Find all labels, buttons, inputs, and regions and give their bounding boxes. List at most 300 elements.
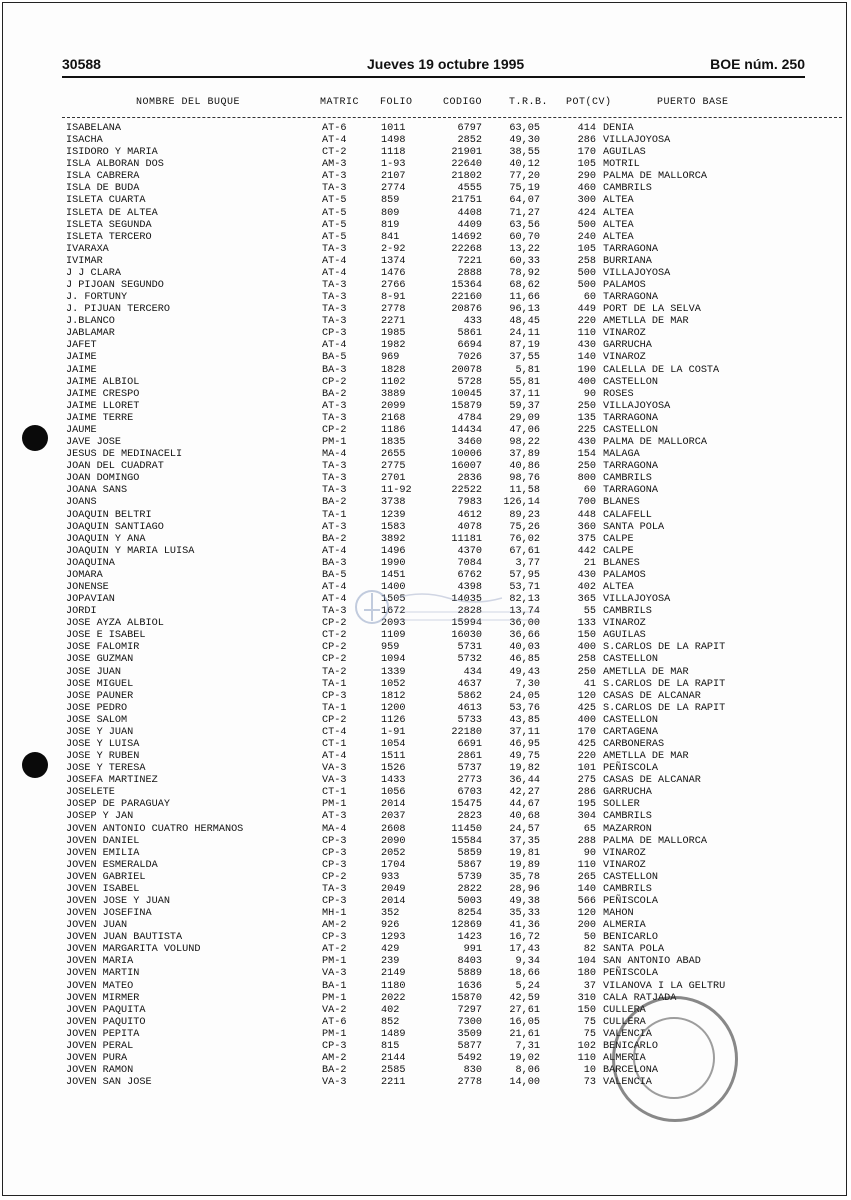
pot-cell: 290 <box>577 171 596 183</box>
vessel-name-cell: JESUS DE MEDINACELI <box>66 449 183 461</box>
codigo-cell: 5733 <box>457 714 482 726</box>
pot-cell: 258 <box>577 255 596 267</box>
matric-cell: AT-3 <box>322 400 347 412</box>
table-row <box>0 328 851 340</box>
pot-cell: 400 <box>577 714 596 726</box>
folio-cell: 2585 <box>381 1065 406 1077</box>
vessel-name-cell: ISLETA SEGUNDA <box>66 219 152 231</box>
folio-cell: 2271 <box>381 316 406 328</box>
puerto-base-cell: CAMBRILS <box>603 473 652 485</box>
codigo-cell: 4398 <box>457 581 482 593</box>
matric-cell: AT-5 <box>322 219 347 231</box>
puerto-base-cell: CASTELLON <box>603 714 659 726</box>
column-headers <box>0 97 851 111</box>
matric-cell: CP-2 <box>322 654 347 666</box>
codigo-cell: 14035 <box>451 594 482 606</box>
vessel-name-cell: JOVEN RAMON <box>66 1065 134 1077</box>
matric-cell: CP-3 <box>322 896 347 907</box>
folio-cell: 969 <box>381 352 400 364</box>
puerto-base-cell: AGUILAS <box>603 630 646 642</box>
matric-cell: AT-5 <box>322 231 347 243</box>
puerto-base-cell: MOTRIL <box>603 159 640 171</box>
folio-cell: 1583 <box>381 521 406 533</box>
codigo-cell: 4370 <box>457 545 482 557</box>
col-folio-header: FOLIO <box>380 97 413 108</box>
pot-cell: 275 <box>577 775 596 787</box>
vessel-name-cell: JOVEN SAN JOSE <box>66 1077 152 1089</box>
pot-cell: 10 <box>583 1065 596 1077</box>
folio-cell: 1433 <box>381 775 406 787</box>
vessel-name-cell: JOVEN JUAN <box>66 920 128 932</box>
puerto-base-cell: ROSES <box>603 388 634 400</box>
table-row <box>0 292 851 304</box>
trb-cell: 77,20 <box>509 171 540 183</box>
vessel-name-cell: JOVEN EMILIA <box>66 847 140 859</box>
folio-cell: 1052 <box>381 678 406 690</box>
folio-cell: 1293 <box>381 932 406 944</box>
pot-cell: 50 <box>583 932 596 944</box>
vessel-name-cell: ISABELANA <box>66 123 122 134</box>
matric-cell: BA-1 <box>322 980 347 992</box>
pot-cell: 170 <box>577 726 596 738</box>
folio-cell: 1451 <box>381 569 406 581</box>
puerto-base-cell: SANTA POLA <box>603 944 665 956</box>
vessel-name-cell: IVIMAR <box>66 255 103 267</box>
vessel-name-cell: J J CLARA <box>66 267 122 279</box>
puerto-base-cell: CALPE <box>603 533 634 545</box>
trb-cell: 40,68 <box>509 811 540 823</box>
trb-cell: 37,35 <box>509 835 540 847</box>
codigo-cell: 5889 <box>457 968 482 980</box>
pot-cell: 110 <box>577 1053 596 1065</box>
table-row <box>0 135 851 147</box>
puerto-base-cell: VINAROZ <box>603 859 646 871</box>
codigo-cell: 4409 <box>457 219 482 231</box>
codigo-cell: 20876 <box>451 304 482 316</box>
table-row <box>0 787 851 799</box>
matric-cell: AT-2 <box>322 944 347 956</box>
trb-cell: 19,02 <box>509 1053 540 1065</box>
table-row <box>0 147 851 159</box>
matric-cell: PM-1 <box>322 992 347 1004</box>
puerto-base-cell: TARRAGONA <box>603 412 659 424</box>
table-row <box>0 884 851 896</box>
trb-cell: 44,67 <box>509 799 540 811</box>
vessel-name-cell: JOVEN DANIEL <box>66 835 140 847</box>
matric-cell: VA-3 <box>322 775 347 787</box>
codigo-cell: 15584 <box>451 835 482 847</box>
puerto-base-cell: ALTEA <box>603 231 634 243</box>
codigo-cell: 12869 <box>451 920 482 932</box>
trb-cell: 46,95 <box>509 738 540 750</box>
codigo-cell: 16007 <box>451 461 482 473</box>
pot-cell: 500 <box>577 280 596 292</box>
table-row <box>0 993 851 1005</box>
matric-cell: CT-4 <box>322 726 347 738</box>
trb-cell: 36,44 <box>509 775 540 787</box>
pot-cell: 240 <box>577 231 596 243</box>
folio-cell: 852 <box>381 1016 400 1028</box>
trb-cell: 96,13 <box>509 304 540 316</box>
table-row <box>0 377 851 389</box>
matric-cell: BA-2 <box>322 497 347 509</box>
puerto-base-cell: PALAMOS <box>603 569 646 581</box>
folio-cell: 1109 <box>381 630 406 642</box>
table-row <box>0 401 851 413</box>
matric-cell: BA-5 <box>322 569 347 581</box>
vessel-name-cell: JOSE E ISABEL <box>66 630 146 642</box>
header-dashed-rule <box>62 117 842 118</box>
pot-cell: 300 <box>577 195 596 207</box>
vessel-name-cell: ISIDORO Y MARIA <box>66 147 158 159</box>
folio-cell: 1011 <box>381 123 406 134</box>
pot-cell: 250 <box>577 461 596 473</box>
page-header <box>0 52 851 76</box>
vessel-name-cell: JOSEFA MARTINEZ <box>66 775 158 787</box>
pot-cell: 220 <box>577 751 596 763</box>
codigo-cell: 21802 <box>451 171 482 183</box>
trb-cell: 60,70 <box>509 231 540 243</box>
matric-cell: CP-2 <box>322 376 347 388</box>
puerto-base-cell: VINAROZ <box>603 847 646 859</box>
codigo-cell: 2861 <box>457 751 482 763</box>
folio-cell: 2107 <box>381 171 406 183</box>
puerto-base-cell: VINAROZ <box>603 328 646 340</box>
folio-cell: 809 <box>381 207 400 219</box>
codigo-cell: 11450 <box>451 823 482 835</box>
codigo-cell: 6703 <box>457 787 482 799</box>
trb-cell: 75,26 <box>509 521 540 533</box>
puerto-base-cell: CARTAGENA <box>603 726 659 738</box>
pot-cell: 105 <box>577 159 596 171</box>
trb-cell: 38,55 <box>509 147 540 159</box>
folio-cell: 1126 <box>381 714 406 726</box>
matric-cell: TA-3 <box>322 606 347 618</box>
puerto-base-cell: PEÑISCOLA <box>603 968 659 980</box>
trb-cell: 46,85 <box>509 654 540 666</box>
vessel-name-cell: JOVEN PERAL <box>66 1040 134 1052</box>
codigo-cell: 4078 <box>457 521 482 533</box>
matric-cell: CP-3 <box>322 847 347 859</box>
codigo-cell: 10045 <box>451 388 482 400</box>
puerto-base-cell: CASTELLON <box>603 871 659 883</box>
table-row <box>0 932 851 944</box>
puerto-base-cell: MALAGA <box>603 449 640 461</box>
trb-cell: 78,92 <box>509 267 540 279</box>
codigo-cell: 22180 <box>451 726 482 738</box>
vessel-name-cell: JOVEN PURA <box>66 1053 128 1065</box>
puerto-base-cell: CALAFELL <box>603 509 652 521</box>
puerto-base-cell: CALA RATJADA <box>603 992 677 1004</box>
pot-cell: 41 <box>583 678 596 690</box>
pot-cell: 449 <box>577 304 596 316</box>
trb-cell: 68,62 <box>509 280 540 292</box>
table-row <box>0 860 851 872</box>
pot-cell: 360 <box>577 521 596 533</box>
codigo-cell: 8254 <box>457 908 482 920</box>
vessel-name-cell: JOVEN JOSEFINA <box>66 908 152 920</box>
folio-cell: 1180 <box>381 980 406 992</box>
vessel-name-cell: JOANA SANS <box>66 485 128 497</box>
vessel-name-cell: JOVEN ESMERALDA <box>66 859 158 871</box>
table-row <box>0 232 851 244</box>
vessel-name-cell: JOMARA <box>66 569 103 581</box>
trb-cell: 16,72 <box>509 932 540 944</box>
pot-cell: 73 <box>583 1077 596 1089</box>
folio-cell: 2774 <box>381 183 406 195</box>
matric-cell: TA-2 <box>322 666 347 678</box>
pot-cell: 82 <box>583 944 596 956</box>
table-row <box>0 691 851 703</box>
pot-cell: 425 <box>577 738 596 750</box>
folio-cell: 1511 <box>381 751 406 763</box>
vessel-name-cell: JOVEN MARIA <box>66 956 134 968</box>
pot-cell: 402 <box>577 581 596 593</box>
table-row <box>0 244 851 256</box>
vessel-name-cell: J. FORTUNY <box>66 292 128 304</box>
table-row <box>0 558 851 570</box>
pot-cell: 425 <box>577 702 596 714</box>
table-row <box>0 824 851 836</box>
folio-cell: 429 <box>381 944 400 956</box>
folio-cell: 1505 <box>381 594 406 606</box>
table-row <box>0 775 851 787</box>
puerto-base-cell: PALMA DE MALLORCA <box>603 835 707 847</box>
vessel-name-cell: JAVE JOSE <box>66 437 122 449</box>
table-row <box>0 365 851 377</box>
vessel-name-cell: JORDI <box>66 606 97 618</box>
table-row <box>0 159 851 171</box>
vessel-name-cell: JOAN DOMINGO <box>66 473 140 485</box>
vessel-name-cell: JOANS <box>66 497 97 509</box>
trb-cell: 24,11 <box>509 328 540 340</box>
pot-cell: 65 <box>583 823 596 835</box>
codigo-cell: 11181 <box>451 533 482 545</box>
vessel-name-cell: ISLETA DE ALTEA <box>66 207 158 219</box>
table-row <box>0 280 851 292</box>
puerto-base-cell: AMETLLA DE MAR <box>603 666 689 678</box>
folio-cell: 1-93 <box>381 159 406 171</box>
folio-cell: 2149 <box>381 968 406 980</box>
trb-cell: 87,19 <box>509 340 540 352</box>
table-row <box>0 208 851 220</box>
codigo-cell: 1423 <box>457 932 482 944</box>
vessel-name-cell: JAUME <box>66 424 97 436</box>
table-row <box>0 1005 851 1017</box>
matric-cell: AT-5 <box>322 207 347 219</box>
trb-cell: 5,24 <box>515 980 540 992</box>
pot-cell: 700 <box>577 497 596 509</box>
table-row <box>0 763 851 775</box>
pot-cell: 37 <box>583 980 596 992</box>
pot-cell: 414 <box>577 123 596 134</box>
trb-cell: 37,89 <box>509 449 540 461</box>
matric-cell: TA-1 <box>322 702 347 714</box>
codigo-cell: 20078 <box>451 364 482 376</box>
pot-cell: 195 <box>577 799 596 811</box>
pot-cell: 110 <box>577 859 596 871</box>
trb-cell: 24,57 <box>509 823 540 835</box>
table-row <box>0 485 851 497</box>
codigo-cell: 433 <box>463 316 482 328</box>
codigo-cell: 2852 <box>457 135 482 147</box>
table-row <box>0 715 851 727</box>
folio-cell: 1239 <box>381 509 406 521</box>
folio-cell: 1704 <box>381 859 406 871</box>
codigo-cell: 2836 <box>457 473 482 485</box>
folio-cell: 859 <box>381 195 400 207</box>
table-row <box>0 896 851 908</box>
matric-cell: CP-3 <box>322 690 347 702</box>
pot-cell: 170 <box>577 147 596 159</box>
puerto-base-cell: CAMBRILS <box>603 606 652 618</box>
table-row <box>0 449 851 461</box>
trb-cell: 49,75 <box>509 751 540 763</box>
puerto-base-cell: CASTELLON <box>603 654 659 666</box>
matric-cell: MA-4 <box>322 449 347 461</box>
pot-cell: 150 <box>577 1004 596 1016</box>
matric-cell: CP-3 <box>322 1040 347 1052</box>
folio-cell: 2608 <box>381 823 406 835</box>
matric-cell: TA-3 <box>322 183 347 195</box>
codigo-cell: 5731 <box>457 642 482 654</box>
matric-cell: AT-3 <box>322 521 347 533</box>
matric-cell: BA-3 <box>322 557 347 569</box>
trb-cell: 27,61 <box>509 1004 540 1016</box>
matric-cell: CP-3 <box>322 835 347 847</box>
matric-cell: AT-4 <box>322 135 347 147</box>
pot-cell: 310 <box>577 992 596 1004</box>
pot-cell: 500 <box>577 219 596 231</box>
trb-cell: 126,14 <box>503 497 540 509</box>
folio-cell: 2-92 <box>381 243 406 255</box>
pot-cell: 60 <box>583 485 596 497</box>
trb-cell: 41,36 <box>509 920 540 932</box>
codigo-cell: 2823 <box>457 811 482 823</box>
matric-cell: PM-1 <box>322 1028 347 1040</box>
vessel-name-cell: JOSE Y LUISA <box>66 738 140 750</box>
stamp-icon <box>612 996 738 1122</box>
puerto-base-cell: PALMA DE MALLORCA <box>603 437 707 449</box>
trb-cell: 76,02 <box>509 533 540 545</box>
table-row <box>0 352 851 364</box>
table-row <box>0 268 851 280</box>
pot-cell: 135 <box>577 412 596 424</box>
puerto-base-cell: CALELLA DE LA COSTA <box>603 364 720 376</box>
matric-cell: TA-3 <box>322 280 347 292</box>
codigo-cell: 7983 <box>457 497 482 509</box>
matric-cell: AT-6 <box>322 123 347 134</box>
trb-cell: 8,06 <box>515 1065 540 1077</box>
matric-cell: TA-1 <box>322 509 347 521</box>
table-row <box>0 510 851 522</box>
trb-cell: 24,05 <box>509 690 540 702</box>
puerto-base-cell: CAMBRILS <box>603 883 652 895</box>
matric-cell: BA-2 <box>322 1065 347 1077</box>
codigo-cell: 15879 <box>451 400 482 412</box>
vessel-name-cell: JABLAMAR <box>66 328 115 340</box>
trb-cell: 37,11 <box>509 726 540 738</box>
table-row <box>0 425 851 437</box>
trb-cell: 29,09 <box>509 412 540 424</box>
trb-cell: 14,00 <box>509 1077 540 1089</box>
codigo-cell: 14692 <box>451 231 482 243</box>
table-row <box>0 727 851 739</box>
vessel-name-cell: J.BLANCO <box>66 316 115 328</box>
folio-cell: 1056 <box>381 787 406 799</box>
vessel-name-cell: JOAQUINA <box>66 557 115 569</box>
puerto-base-cell: VALENCIA <box>603 1028 652 1040</box>
pot-cell: 286 <box>577 135 596 147</box>
pot-cell: 225 <box>577 424 596 436</box>
trb-cell: 71,27 <box>509 207 540 219</box>
table-row <box>0 848 851 860</box>
folio-cell: 11-92 <box>381 485 412 497</box>
folio-cell: 402 <box>381 1004 400 1016</box>
trb-cell: 37,11 <box>509 388 540 400</box>
vessel-name-cell: JOSE PEDRO <box>66 702 128 714</box>
codigo-cell: 15994 <box>451 618 482 630</box>
vessel-name-cell: J. PIJUAN TERCERO <box>66 304 170 316</box>
table-row <box>0 473 851 485</box>
trb-cell: 60,33 <box>509 255 540 267</box>
folio-cell: 2701 <box>381 473 406 485</box>
table-row <box>0 304 851 316</box>
codigo-cell: 10006 <box>451 449 482 461</box>
matric-cell: CP-2 <box>322 714 347 726</box>
matric-cell: VA-2 <box>322 1004 347 1016</box>
puerto-base-cell: S.CARLOS DE LA RAPIT <box>603 678 726 690</box>
puerto-base-cell: AMETLLA DE MAR <box>603 316 689 328</box>
puerto-base-cell: CASAS DE ALCANAR <box>603 690 701 702</box>
table-row <box>0 751 851 763</box>
matric-cell: CP-2 <box>322 618 347 630</box>
vessel-name-cell: JOVEN JUAN BAUTISTA <box>66 932 183 944</box>
pot-cell: 566 <box>577 896 596 907</box>
puerto-base-cell: CARBONERAS <box>603 738 665 750</box>
puerto-base-cell: CULLERA <box>603 1004 646 1016</box>
folio-cell: 1102 <box>381 376 406 388</box>
folio-cell: 2168 <box>381 412 406 424</box>
table-row <box>0 811 851 823</box>
trb-cell: 49,30 <box>509 135 540 147</box>
trb-cell: 40,86 <box>509 461 540 473</box>
codigo-cell: 434 <box>463 666 482 678</box>
vessel-name-cell: JAIME LLORET <box>66 400 140 412</box>
vessel-name-cell: JOPAVIAN <box>66 594 115 606</box>
matric-cell: AT-4 <box>322 340 347 352</box>
pot-cell: 220 <box>577 316 596 328</box>
matric-cell: MA-4 <box>322 823 347 835</box>
puerto-base-cell: VILLAJOYOSA <box>603 594 671 606</box>
codigo-cell: 1636 <box>457 980 482 992</box>
matric-cell: AM-2 <box>322 1053 347 1065</box>
matric-cell: TA-3 <box>322 412 347 424</box>
codigo-cell: 5877 <box>457 1040 482 1052</box>
vessel-name-cell: JOSE FALOMIR <box>66 642 140 654</box>
matric-cell: AT-4 <box>322 594 347 606</box>
pot-cell: 430 <box>577 569 596 581</box>
pot-cell: 430 <box>577 340 596 352</box>
matric-cell: VA-3 <box>322 968 347 980</box>
trb-cell: 7,31 <box>515 1040 540 1052</box>
puerto-base-cell: VILLAJOYOSA <box>603 267 671 279</box>
puerto-base-cell: PEÑISCOLA <box>603 763 659 775</box>
folio-cell: 2052 <box>381 847 406 859</box>
folio-cell: 8-91 <box>381 292 406 304</box>
table-row <box>0 461 851 473</box>
trb-cell: 64,07 <box>509 195 540 207</box>
